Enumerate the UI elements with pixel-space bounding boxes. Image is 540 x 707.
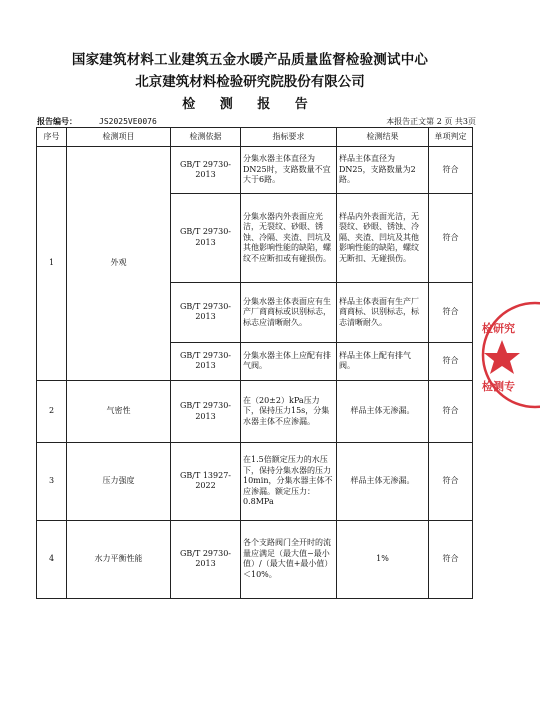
requirement: 在（20±2）kPa压力下，保持压力15s，分集水器主体不应渗漏。 [241,381,337,443]
row-number: 3 [37,443,67,520]
page-info: 本报告正文第 2 页 共3页 [386,117,476,126]
test-basis: GB/T 29730-2013 [171,520,241,598]
results-table [36,127,473,599]
seal-star-icon [484,340,520,374]
header-cell: 单项判定 [429,128,473,147]
judgement: 符合 [429,147,473,194]
header-cell: 序号 [37,128,67,147]
company-name: 北京建筑材料检验研究院股份有限公司 [135,74,365,90]
header-cell: 检测依据 [171,128,241,147]
test-basis: GB/T 13927-2022 [171,443,241,520]
requirement: 在1.5倍额定压力的水压下，保持分集水器的压力10min，分集水器主体不应渗漏。额定压力：0.8MPa [241,443,337,520]
requirement: 分集水器主体表面应有生产厂商商标或识别标志，标志应清晰耐久。 [241,282,337,342]
test-result: 样品主体表面有生产厂商商标、识别标志，标志清晰耐久。 [337,282,429,342]
header-cell: 检测项目 [67,128,171,147]
header-cell: 检测结果 [337,128,429,147]
test-basis: GB/T 29730-2013 [171,282,241,342]
judgement: 符合 [429,520,473,598]
header-cell: 指标要求 [241,128,337,147]
test-basis: GB/T 29730-2013 [171,147,241,194]
row-number: 1 [37,147,67,381]
judgement: 符合 [429,342,473,380]
test-basis: GB/T 29730-2013 [171,194,241,282]
report-title: 检 测 报 告 [182,97,318,112]
test-result: 样品主体直径为DN25，支路数量为2路。 [337,147,429,194]
requirement: 分集水器主体上应配有排气阀。 [241,342,337,380]
test-result: 样品主体上配有排气阀。 [337,342,429,380]
test-result: 样品内外表面光洁，无裂纹、砂眼、锈蚀、冷隔、夹渣、凹坑及其他影响性能的缺陷，螺纹无断扣、无碰损伤。 [337,194,429,282]
test-item: 气密性 [67,381,171,443]
test-result: 样品主体无渗漏。 [337,443,429,520]
seal-text-top: 检研究 [482,322,515,335]
test-item: 外观 [67,147,171,381]
report-number [37,116,157,127]
judgement: 符合 [429,381,473,443]
table-row [37,147,473,194]
requirement: 各个支路阀门全开时的流量应满足（最大值−最小值）/（最大值+最小值）＜10%。 [241,520,337,598]
report-number-label: 报告编号： [37,116,77,126]
institution-name: 国家建筑材料工业建筑五金水暖产品质量监督检验测试中心 [71,52,429,68]
table-row [37,443,473,520]
test-item: 压力强度 [67,443,171,520]
judgement: 符合 [429,194,473,282]
test-item: 水力平衡性能 [67,520,171,598]
judgement: 符合 [429,443,473,520]
test-basis: GB/T 29730-2013 [171,342,241,380]
test-result: 1% [337,520,429,598]
judgement: 符合 [429,282,473,342]
test-basis: GB/T 29730-2013 [171,381,241,443]
table-header-row [37,128,473,147]
table-row [37,381,473,443]
row-number: 2 [37,381,67,443]
test-result: 样品主体无渗漏。 [337,381,429,443]
requirement: 分集水器内外表面应光洁，无裂纹、砂眼、锈蚀、冷隔、夹渣、凹坑及其他影响性能的缺陷，螺纹不应断扣或有碰损伤。 [241,194,337,282]
report-number-value: JS2025VE0076 [99,117,157,126]
requirement: 分集水器主体直径为DN25时，支路数量不宜大于6路。 [241,147,337,194]
table-row [37,520,473,598]
seal-text-bottom: 检测专 [482,380,515,393]
row-number: 4 [37,520,67,598]
official-seal [480,300,540,410]
